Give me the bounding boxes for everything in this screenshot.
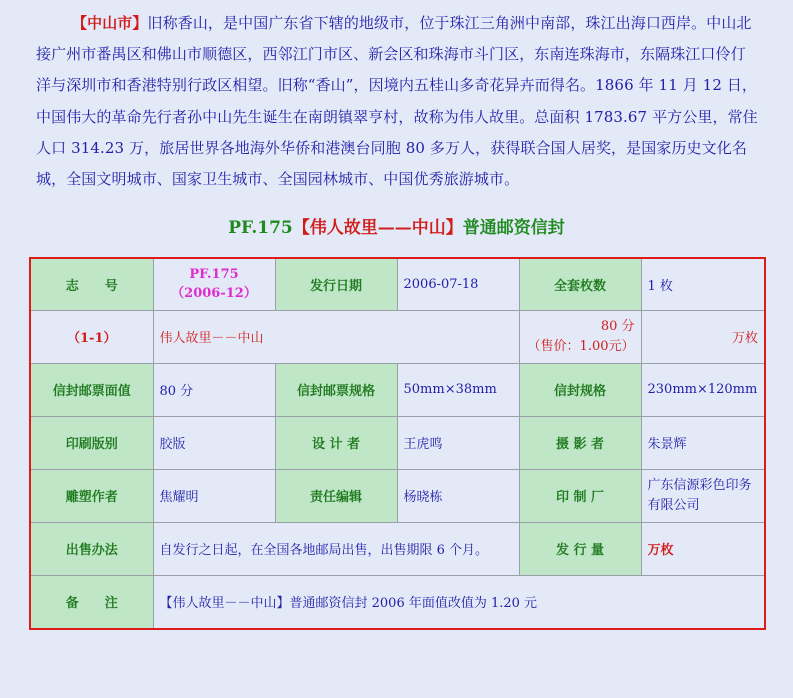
label-editor: 责任编辑	[275, 469, 397, 522]
sculptor: 焦耀明	[153, 469, 275, 522]
table-row	[30, 575, 765, 629]
label-designer: 设 计 者	[275, 416, 397, 469]
circulation: 万枚	[641, 522, 765, 575]
label-photographer: 摄 影 者	[519, 416, 641, 469]
intro-text: 旧称香山，是中国广东省下辖的地级市，位于珠江三角洲中南部，珠江出海口西岸。中山北接广州市番禺区和佛山市顺德区，西邻江门市区、新会区和珠海市斗门区，东南连珠海市，东隔珠江口伶仃洋与深圳市和香港特别行政区相望。旧称“香山”，因境内五桂山多奇花异卉而得名。1866 年 11 月 12 日，中国伟大的革命先行者孙中山先生诞生在南朗镇翠亨村，故称为伟人故里。总面积 1783.67 平方公里，常住人口 314.23 万，旅居世界各地海外华侨和港澳台同胞 80 多万人，获得联合国人居奖，是国家历史文化名城，全国文明城市、国家卫生城市、全国园林城市、中国优秀旅游城市。	[36, 14, 758, 189]
set-count: 1 枚	[641, 258, 765, 310]
label-print: 印刷版别	[30, 416, 153, 469]
face-value-price	[519, 310, 641, 363]
designer: 王虎鸣	[397, 416, 519, 469]
page-title	[0, 213, 793, 238]
face-value: 80 分	[600, 318, 635, 334]
envelope-size: 230mm×120mm	[641, 363, 765, 416]
title-suffix: 普通邮资信封	[462, 218, 565, 238]
table-row	[30, 310, 765, 363]
sale-price: （售价：1.00元）	[527, 338, 635, 354]
label-printer: 印 制 厂	[519, 469, 641, 522]
item-name: 伟人故里－－中山	[153, 310, 519, 363]
table-row	[30, 416, 765, 469]
title-code: PF.175	[228, 218, 293, 238]
item-quantity: 万枚	[641, 310, 765, 363]
label-envelope-size: 信封规格	[519, 363, 641, 416]
item-number: （1-1）	[30, 310, 153, 363]
mark-code-line1: PF.175	[189, 267, 239, 283]
table-row	[30, 522, 765, 575]
table-row	[30, 469, 765, 522]
note: 【伟人故里－－中山】普通邮资信封 2006 年面值改值为 1.20 元	[153, 575, 765, 629]
label-mark: 志 号	[30, 258, 153, 310]
label-circulation: 发 行 量	[519, 522, 641, 575]
label-set-count: 全套枚数	[519, 258, 641, 310]
label-sale: 出售办法	[30, 522, 153, 575]
table-row	[30, 258, 765, 310]
title-name: 【伟人故里——中山】	[292, 218, 463, 238]
intro-paragraph	[36, 8, 760, 195]
stamp-size: 50mm×38mm	[397, 363, 519, 416]
table-row	[30, 363, 765, 416]
city-name: 【中山市】	[72, 14, 148, 32]
editor: 杨晓栋	[397, 469, 519, 522]
issue-date: 2006-07-18	[397, 258, 519, 310]
stamp-value: 80 分	[153, 363, 275, 416]
stamp-info-table	[29, 257, 766, 630]
mark-code	[153, 258, 275, 310]
printer: 广东信源彩色印务有限公司	[641, 469, 765, 522]
mark-code-line2: （2006-12）	[171, 286, 257, 302]
label-note: 备 注	[30, 575, 153, 629]
label-stamp-value: 信封邮票面值	[30, 363, 153, 416]
photographer: 朱景辉	[641, 416, 765, 469]
label-issue-date: 发行日期	[275, 258, 397, 310]
label-stamp-size: 信封邮票规格	[275, 363, 397, 416]
label-sculptor: 雕塑作者	[30, 469, 153, 522]
sale-method: 自发行之日起，在全国各地邮局出售，出售期限 6 个月。	[153, 522, 519, 575]
print-method: 胶版	[153, 416, 275, 469]
